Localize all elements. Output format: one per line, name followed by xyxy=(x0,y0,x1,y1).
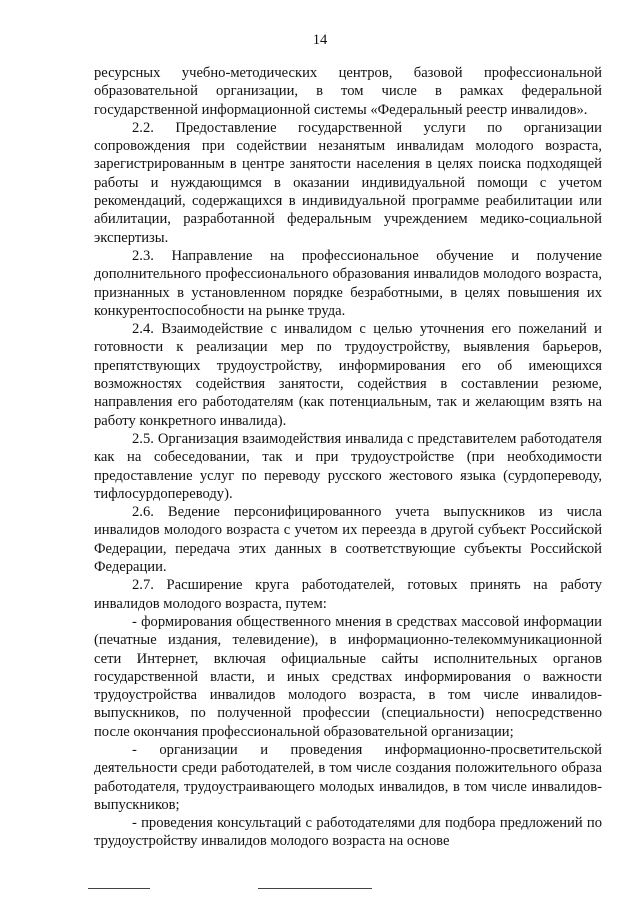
footer-rule xyxy=(88,888,150,889)
paragraph: - формирования общественного мнения в средствах массовой информации (печатные издания, телевидение), в информационно-телекоммуникационной сети Интернет, включая официальные сайты исполнительных органов государственной власти, и иных средствах информирования о важности трудоустройства инвалидов молодого возраста, в том числе инвалидов-выпускников, по полученной профессии (специальности) непосредственно после окончания профессиональной образовательной организации; xyxy=(94,613,602,740)
paragraph: 2.2. Предоставление государственной услуги по организации сопровождения при содействии незанятым инвалидам молодого возраста, зарегистрированным в центре занятости населения в целях поиска подходящей работы и нуждающимся в оказании индивидуальной помощи с учетом рекомендаций, содержащихся в индивидуальной программе реабилитации или абилитации, разработанной федеральным учреждением медико-социальной экспертизы. xyxy=(94,119,602,246)
page-number: 14 xyxy=(312,32,328,48)
paragraph: - проведения консультаций с работодателями для подбора предложений по трудоустройству инвалидов молодого возраста на основе xyxy=(94,815,602,850)
paragraph: 2.4. Взаимодействие с инвалидом с целью уточнения его пожеланий и готовности к реализации мер по трудоустройству, выявления барьеров, препятствующих трудоустройству, информирования его об имеющихся возможностях содействия занятости, содействия в составлении резюме, направления его работодателям (как потенциальным, так и желающим взять на работу конкретного инвалида). xyxy=(94,321,602,429)
footer-rule xyxy=(258,888,372,889)
paragraph: 2.7. Расширение круга работодателей, готовых принять на работу инвалидов молодого возраста, путем: xyxy=(94,577,602,612)
paragraph: 2.6. Ведение персонифицированного учета выпускников из числа инвалидов молодого возраста с учетом их переезда в другой субъект Российской Федерации, передача этих данных в соответствующие субъекты Российской Федерации. xyxy=(94,504,602,576)
paragraph: - организации и проведения информационно-просветительской деятельности среди работодателей, в том числе создания положительного образа работодателя, трудоустраивающего молодых инвалидов, в том числе инвалидов-выпускников; xyxy=(94,741,602,813)
paragraph: 2.3. Направление на профессиональное обучение и получение дополнительного профессионального образования инвалидов молодого возраста, признанных в установленном порядке безработными, в целях повышения их конкурентоспособности на рынке труда. xyxy=(94,247,602,319)
document-body xyxy=(94,64,602,851)
paragraph: ресурсных учебно-методических центров, базовой профессиональной образовательной организации, в том числе в рамках федеральной государственной информационной системы «Федеральный реестр инвалидов». xyxy=(94,65,602,118)
paragraph: 2.5. Организация взаимодействия инвалида с представителем работодателя как на собеседовании, так и при трудоустройстве (при необходимости предоставление услуг по переводу русского жестового языка (сурдопереводу, тифлосурдопереводу). xyxy=(94,430,602,502)
